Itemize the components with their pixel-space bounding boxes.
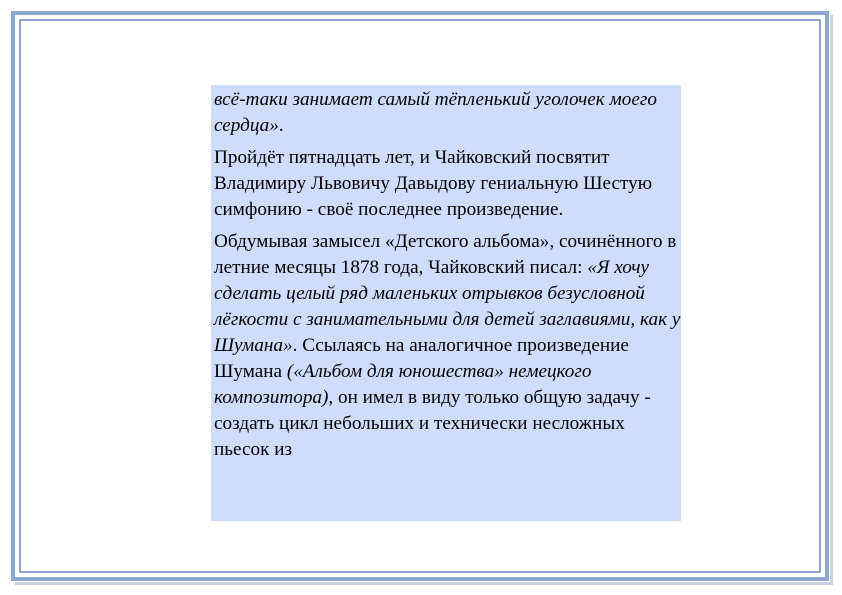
p3-quote-2: («Альбом для юношества» немецкого композитора) xyxy=(214,361,592,408)
quote-fragment: всё-таки занимает самый тёпленький уголочек моего сердца» xyxy=(214,89,657,136)
text-box xyxy=(211,85,681,521)
paragraph-3 xyxy=(214,229,681,463)
paragraph-2: Пройдёт пятнадцать лет, и Чайковский посвятит Владимиру Львовичу Давыдову гениальную Шестую симфонию - своё последнее произведение. xyxy=(214,147,653,220)
paragraph-1 xyxy=(214,87,681,139)
period: . xyxy=(278,115,284,136)
p3-text-1: Обдумывая замысел «Детского альбома», сочинённого в летние месяцы 1878 года, Чайковский писал: xyxy=(214,231,677,278)
p3-text-2: . Ссылаясь на аналогичное произведение Шумана xyxy=(214,335,629,382)
p3-quote-1: «Я хочу сделать целый ряд маленьких отрывков безусловной лёгкости с занимательными для детей заглавиями, как у Шумана» xyxy=(214,257,681,356)
p3-text-3: , он имел в виду только общую задачу - создать цикл небольших и технически несложных пьесок из xyxy=(214,387,651,460)
